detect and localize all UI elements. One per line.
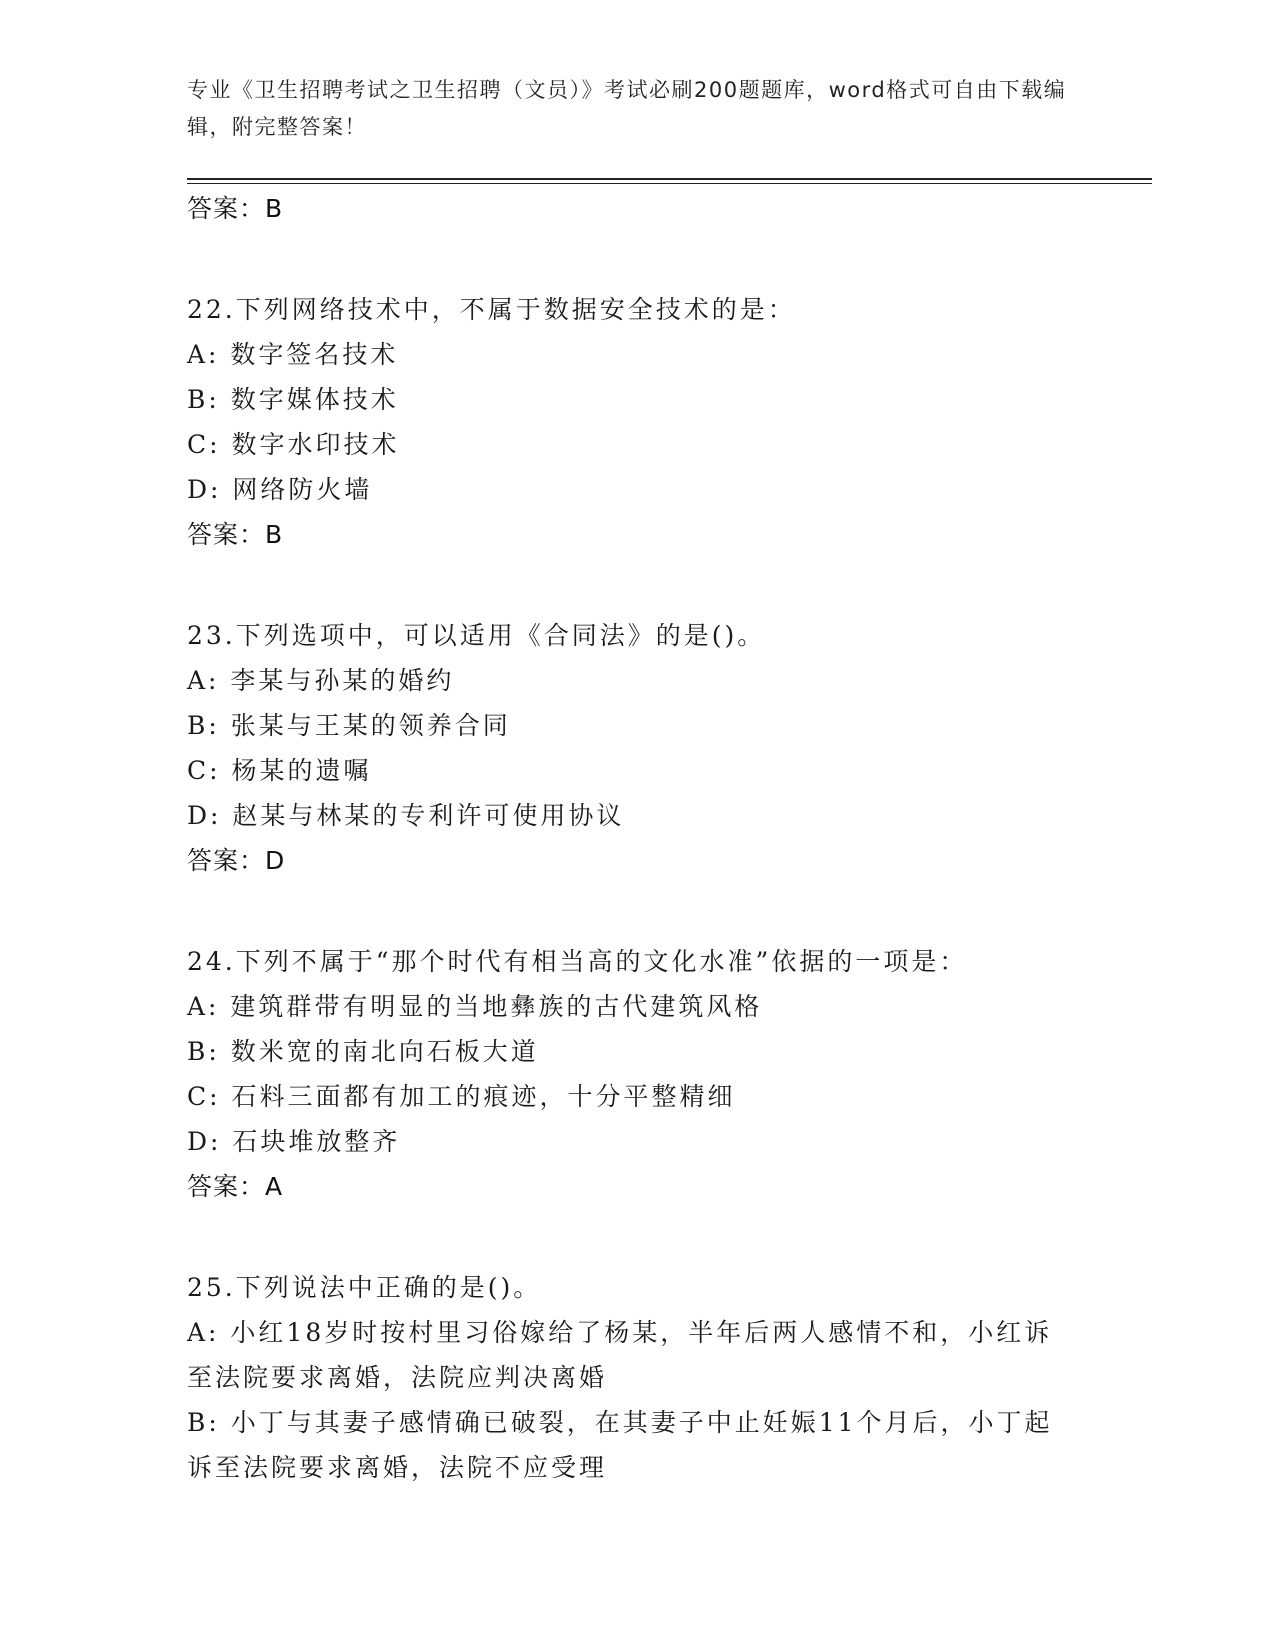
- option-c: C: 数字水印技术: [187, 430, 400, 459]
- option-b: B: 数米宽的南北向石板大道: [187, 1037, 539, 1066]
- option-a: A: 数字签名技术: [187, 340, 399, 369]
- option-c: C: 杨某的遗嘱: [187, 756, 372, 785]
- answer: 答案：D: [187, 846, 286, 875]
- question-22: [187, 287, 1087, 557]
- question-stem: 25.下列说法中正确的是()。: [187, 1273, 542, 1302]
- document-header: 专业《卫生招聘考试之卫生招聘（文员）》考试必刷200题题库，word格式可自由下载编辑，附完整答案！: [187, 78, 1067, 139]
- option-b: B: 数字媒体技术: [187, 385, 399, 414]
- option-a: A: 建筑群带有明显的当地彝族的古代建筑风格: [187, 992, 763, 1021]
- question-list: [187, 186, 1087, 1490]
- option-c: C: 石料三面都有加工的痕迹，十分平整精细: [187, 1082, 736, 1111]
- question-stem: 22.下列网络技术中，不属于数据安全技术的是：: [187, 295, 796, 324]
- option-d: D: 石块堆放整齐: [187, 1127, 401, 1156]
- option-d: D: 网络防火墙: [187, 475, 373, 504]
- question-25: [187, 1265, 1087, 1490]
- answer: 答案：B: [187, 520, 284, 549]
- question-24: [187, 939, 1087, 1209]
- answer: 答案：A: [187, 1172, 284, 1201]
- question-stem: 23.下列选项中，可以适用《合同法》的是()。: [187, 621, 766, 650]
- question-stem: 24.下列不属于“那个时代有相当高的文化水准”依据的一项是：: [187, 947, 968, 976]
- option-b: B: 小丁与其妻子感情确已破裂，在其妻子中止妊娠11个月后，小丁起诉至法院要求离婚，法院不应受理: [187, 1408, 1053, 1482]
- option-a: A: 李某与孙某的婚约: [187, 666, 455, 695]
- question-23: [187, 613, 1087, 883]
- previous-answer: 答案：B: [187, 194, 284, 223]
- option-a: A: 小红18岁时按村里习俗嫁给了杨某，半年后两人感情不和，小红诉至法院要求离婚，法院应判决离婚: [187, 1318, 1053, 1392]
- header-divider-thin: [187, 183, 1152, 184]
- option-d: D: 赵某与林某的专利许可使用协议: [187, 801, 625, 830]
- header-divider-thick: [187, 178, 1152, 180]
- option-b: B: 张某与王某的领养合同: [187, 711, 511, 740]
